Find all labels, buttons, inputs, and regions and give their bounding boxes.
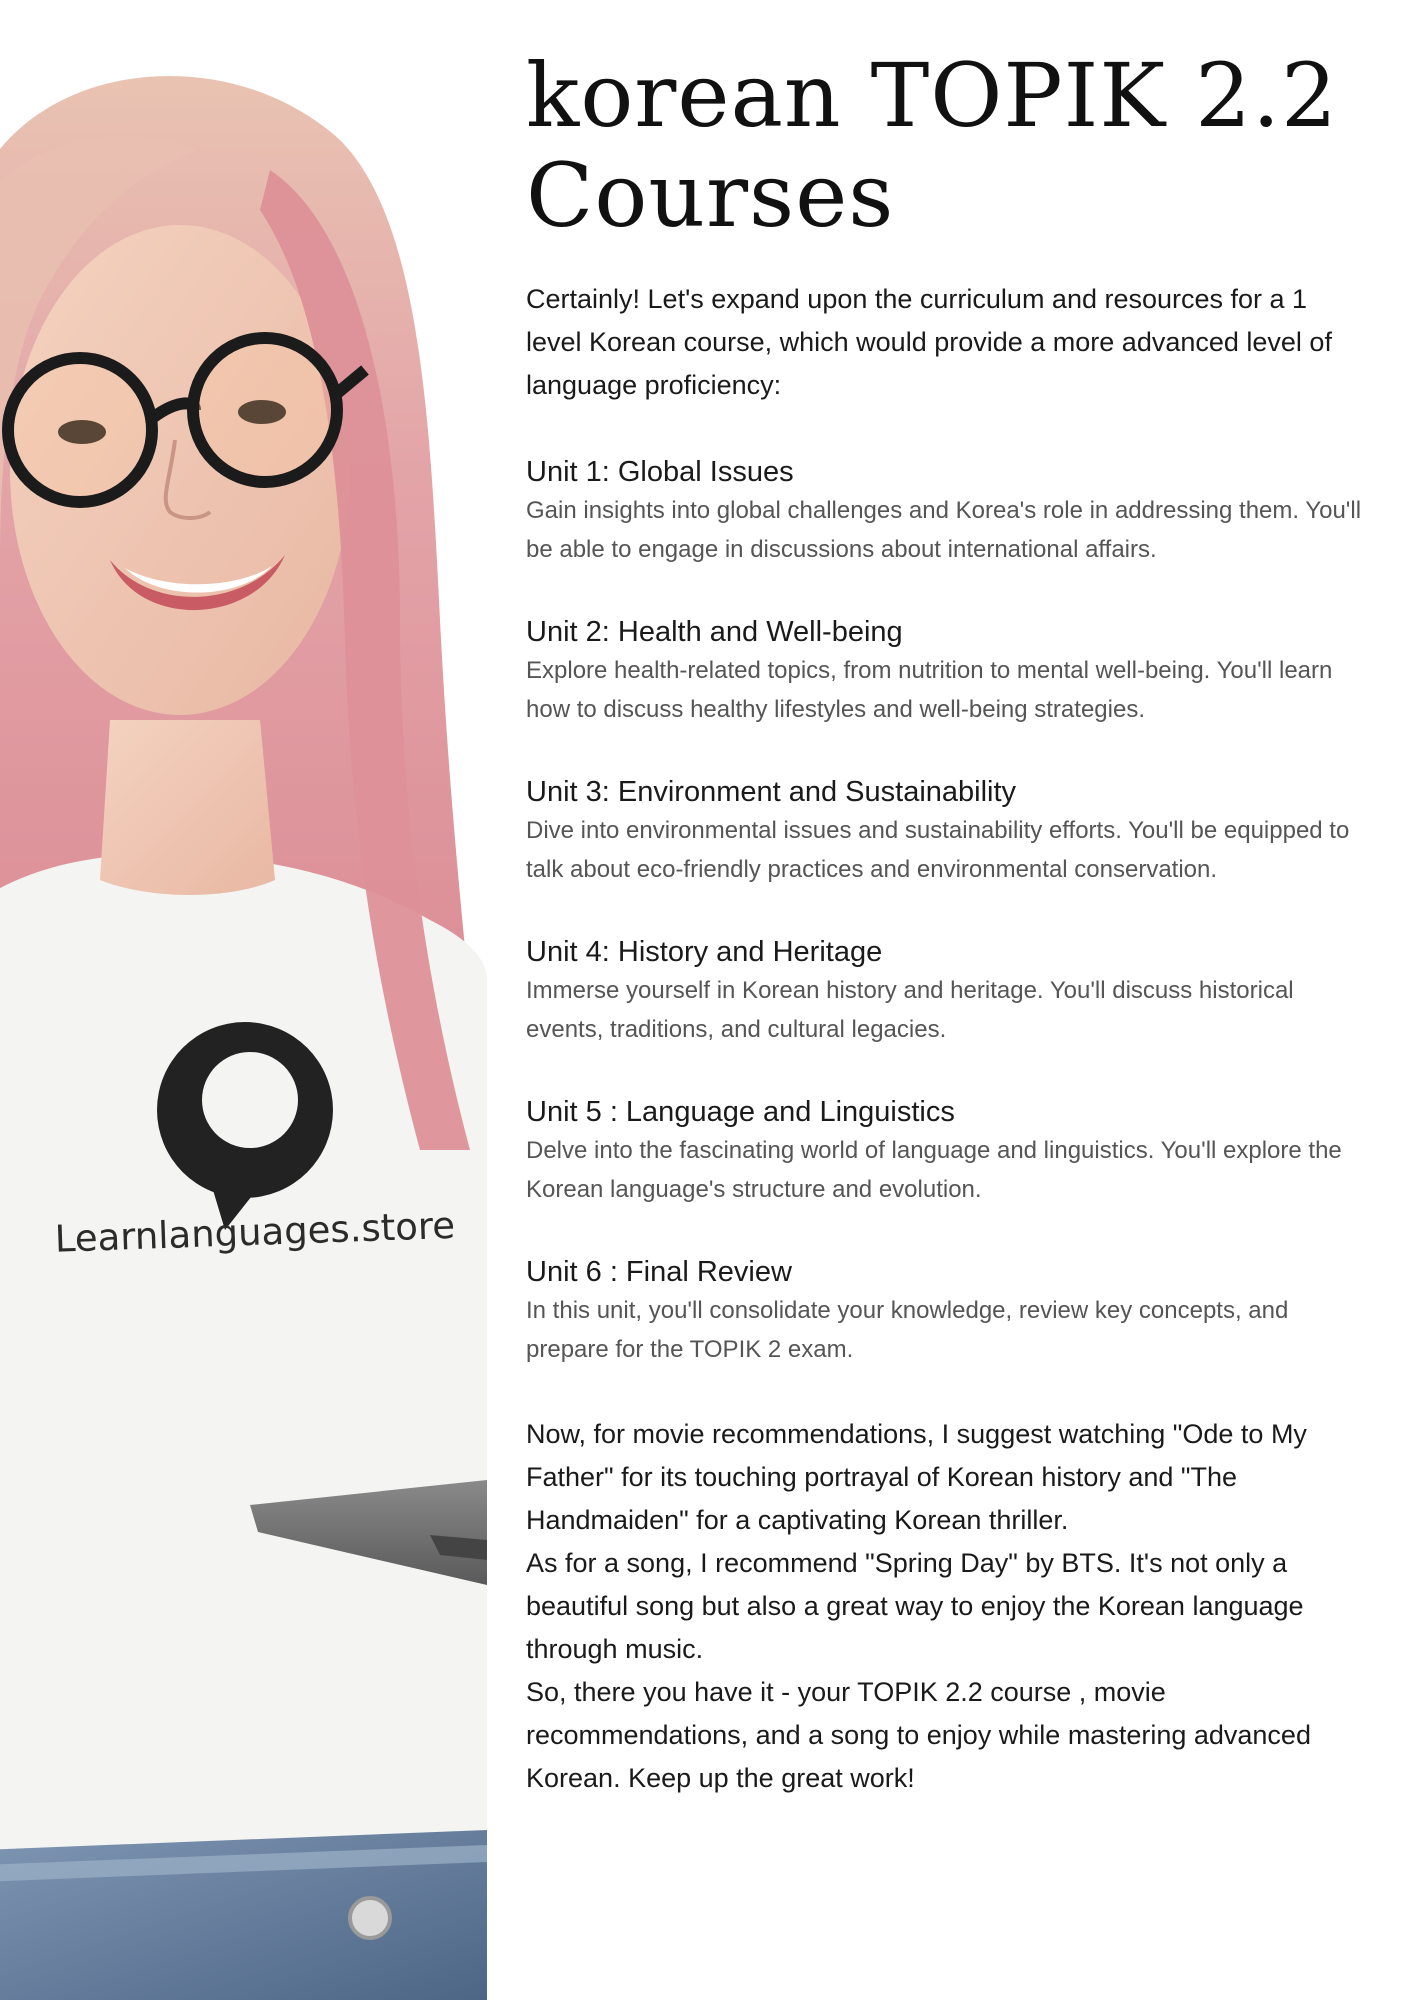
- unit-item: [526, 933, 1366, 1049]
- page-title: [526, 46, 1366, 246]
- song-recommendation: As for a song, I recommend "Spring Day" by BTS. It's not only a beautiful song but also a great way to enjoy the Korean language through music.: [526, 1548, 1304, 1664]
- unit-title: Unit 1: Global Issues: [526, 456, 794, 488]
- page-title-line-1: korean TOPIK 2.2: [526, 44, 1339, 147]
- unit-description: Immerse yourself in Korean history and heritage. You'll discuss historical events, traditions, and cultural legacies.: [526, 977, 1294, 1043]
- unit-title: Unit 6 : Final Review: [526, 1256, 792, 1288]
- unit-description: In this unit, you'll consolidate your knowledge, review key concepts, and prepare for the TOPIK 2 exam.: [526, 1297, 1289, 1363]
- unit-title: Unit 3: Environment and Sustainability: [526, 776, 1017, 808]
- unit-description: Gain insights into global challenges and Korea's role in addressing them. You'll be able to engage in discussions about international affairs.: [526, 497, 1362, 563]
- unit-description: Explore health-related topics, from nutrition to mental well-being. You'll learn how to discuss healthy lifestyles and well-being strategies.: [526, 657, 1333, 723]
- unit-item: [526, 453, 1366, 569]
- shirt-logo-text: Learnlanguages.store: [54, 1203, 456, 1261]
- movie-recommendations: Now, for movie recommendations, I suggest watching "Ode to My Father" for its touching portrayal of Korean history and "The Handmaiden" for a captivating Korean thriller.: [526, 1419, 1307, 1535]
- intro-paragraph: Certainly! Let's expand upon the curriculum and resources for a 1 level Korean course, which would provide a more advanced level of language proficiency:: [526, 284, 1332, 400]
- page-title-line-2: Courses: [526, 144, 895, 247]
- unit-title: Unit 4: History and Heritage: [526, 936, 883, 968]
- unit-item: [526, 613, 1366, 729]
- unit-item: [526, 1253, 1366, 1369]
- closing-summary: So, there you have it - your TOPIK 2.2 course , movie recommendations, and a song to enjoy while mastering advanced Korean. Keep up the great work!: [526, 1677, 1311, 1793]
- jeans-button: [350, 1898, 390, 1938]
- unit-list: [526, 453, 1366, 1369]
- unit-item: [526, 1093, 1366, 1209]
- unit-description: Delve into the fascinating world of language and linguistics. You'll explore the Korean language's structure and evolution.: [526, 1137, 1342, 1203]
- closing-section: [526, 1413, 1366, 1800]
- unit-title: Unit 5 : Language and Linguistics: [526, 1096, 955, 1128]
- unit-title: Unit 2: Health and Well-being: [526, 616, 903, 648]
- unit-item: [526, 773, 1366, 889]
- hero-photo: [0, 0, 487, 2000]
- unit-description: Dive into environmental issues and sustainability efforts. You'll be equipped to talk about eco-friendly practices and environmental conservation.: [526, 817, 1350, 883]
- main-content: [526, 46, 1366, 1800]
